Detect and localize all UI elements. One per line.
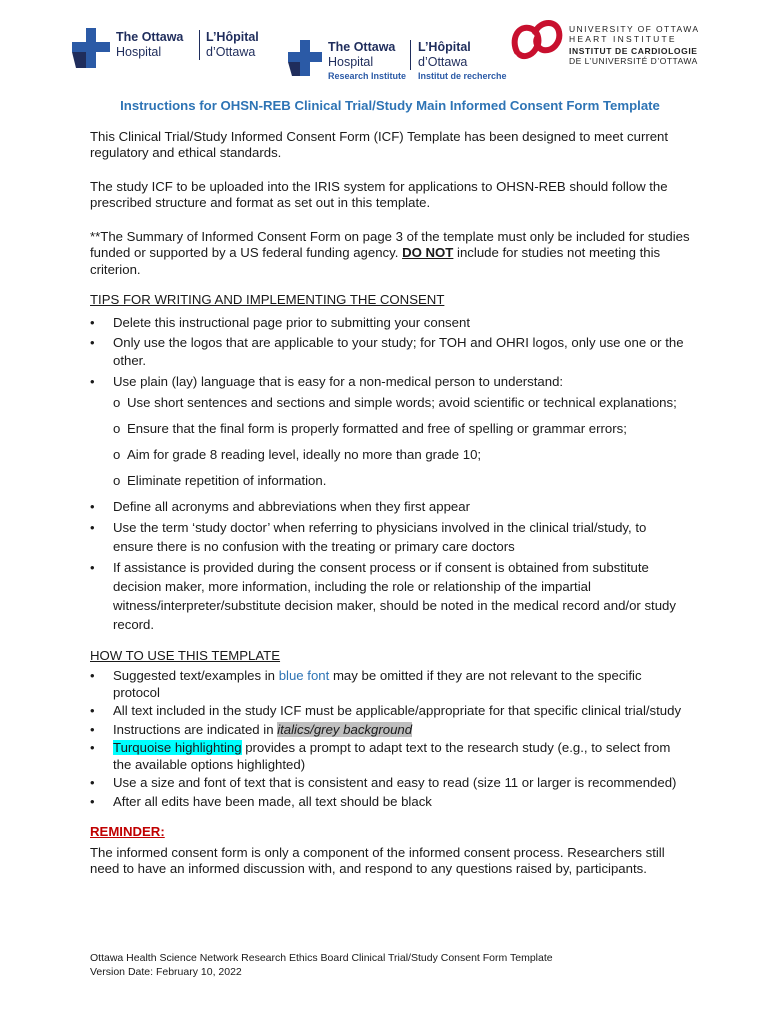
list-item — [90, 740, 690, 773]
document-body — [90, 98, 690, 895]
list-item: • Delete this instructional page prior to submitting your consent — [90, 313, 690, 332]
list-item — [90, 722, 690, 739]
page-footer — [90, 951, 553, 979]
toh-name-line1: The Ottawa — [116, 30, 184, 44]
toh-name-line2: Hospital — [116, 45, 162, 59]
howto-list — [90, 668, 690, 810]
ohri-name-line1: The Ottawa — [328, 40, 396, 54]
howto-1-start: Suggested text/examples in — [113, 668, 279, 683]
sub-list-item: o Aim for grade 8 reading level, ideally no more than grade 10; — [113, 445, 690, 464]
ohri-cross-icon — [288, 40, 322, 76]
howto-4-end: provides a prompt to adapt text to the research study (e.g., to select from the available options highlighted) — [113, 740, 671, 772]
list-item: • If assistance is provided during the consent process or if consent is obtained from substitute decision maker, more information, including the role or relationship of the impartial witness/interpreter/substitute decision maker, should be noted in the medical record and/or study record. — [90, 558, 690, 634]
list-item: • After all edits have been made, all text should be black — [90, 794, 690, 811]
sub-list-item: o Ensure that the final form is properly formatted and free of spelling or grammar errors; — [113, 419, 690, 438]
intro-p3-end: include for studies not meeting this criterion. — [90, 245, 661, 277]
tips-list — [90, 313, 690, 634]
toh-fr-line1: L’Hôpital — [206, 30, 259, 44]
list-item: • Use the term ‘study doctor’ when referring to physicians involved in the clinical trial/study, to ensure there is no confusion with the treating or primary care doctors — [90, 518, 690, 556]
plain-language-sublist — [113, 393, 690, 490]
tips-heading: TIPS FOR WRITING AND IMPLEMENTING THE CONSENT — [90, 292, 445, 307]
intro-paragraph-3 — [90, 229, 690, 279]
list-item: • Define all acronyms and abbreviations when they first appear — [90, 497, 690, 516]
ohri-fr-line2: d’Ottawa — [418, 55, 468, 69]
list-item: • Use a size and font of text that is consistent and easy to read (size 11 or larger is recommended) — [90, 775, 690, 792]
sub-list-item: o Eliminate repetition of information. — [113, 471, 690, 490]
list-item: • All text included in the study ICF must be applicable/appropriate for that specific clinical trial/study — [90, 703, 690, 720]
howto-heading: HOW TO USE THIS TEMPLATE — [90, 647, 281, 663]
reminder-text: The informed consent form is only a component of the informed consent process. Researchers still need to have an informed discussion with, and respond to any questions raised by, participants. — [90, 844, 665, 876]
toh-cross-icon — [72, 28, 110, 68]
intro-p3-start: **The Summary of Informed Consent Form on page 3 of the template must only be included for studies funded or supported by a US federal funding agency. — [90, 228, 690, 260]
ohri-sub-fr: Institut de recherche — [418, 71, 507, 81]
sub-list-item: o Use short sentences and sections and simple words; avoid scientific or technical explanations; — [113, 393, 690, 412]
footer-line-1: Ottawa Health Science Network Research Ethics Board Clinical Trial/Study Consent Form Template — [90, 952, 553, 964]
intro-paragraph-1: This Clinical Trial/Study Informed Consent Form (ICF) Template has been designed to meet current regulatory and ethical standards. — [90, 128, 669, 160]
list-item: • Only use the logos that are applicable to your study; for TOH and OHRI logos, only use one or the other. — [90, 334, 690, 370]
turquoise-sample: Turquoise highlighting — [113, 740, 242, 755]
list-item — [90, 668, 690, 701]
ohri-fr-line1: L’Hôpital — [418, 40, 471, 54]
howto-1-end: may be omitted if they are not relevant to the specific protocol — [113, 668, 642, 700]
heart-line1: UNIVERSITY OF OTTAWA — [569, 24, 700, 34]
blue-font-sample: blue font — [278, 668, 330, 683]
ohri-sub-en: Research Institute — [328, 71, 407, 81]
italic-grey-sample: italics/grey background — [277, 721, 413, 737]
list-item — [90, 372, 690, 490]
heart-line4: DE L’UNIVERSITÉ D’OTTAWA — [569, 56, 698, 66]
intro-paragraph-2: The study ICF to be uploaded into the IRIS system for applications to OHSN-REB should follow the prescribed structure and format as set out in this template. — [90, 178, 668, 210]
do-not-emphasis: DO NOT — [402, 245, 454, 260]
page-title: Instructions for OHSN-REB Clinical Trial/Study Main Informed Consent Form Template — [120, 98, 660, 113]
footer-line-2: Version Date: February 10, 2022 — [90, 966, 242, 978]
toh-fr-line2: d’Ottawa — [206, 45, 256, 59]
reminder-heading: REMINDER: — [90, 824, 165, 839]
heart-line3: INSTITUT DE CARDIOLOGIE — [569, 46, 698, 56]
ohri-name-line2: Hospital — [328, 55, 374, 69]
heart-rings-icon — [511, 18, 563, 62]
list-item-text: Use plain (lay) language that is easy for a non-medical person to understand: — [113, 373, 564, 389]
howto-3-start: Instructions are indicated in — [113, 721, 278, 737]
heart-line2: HEART INSTITUTE — [569, 34, 677, 44]
